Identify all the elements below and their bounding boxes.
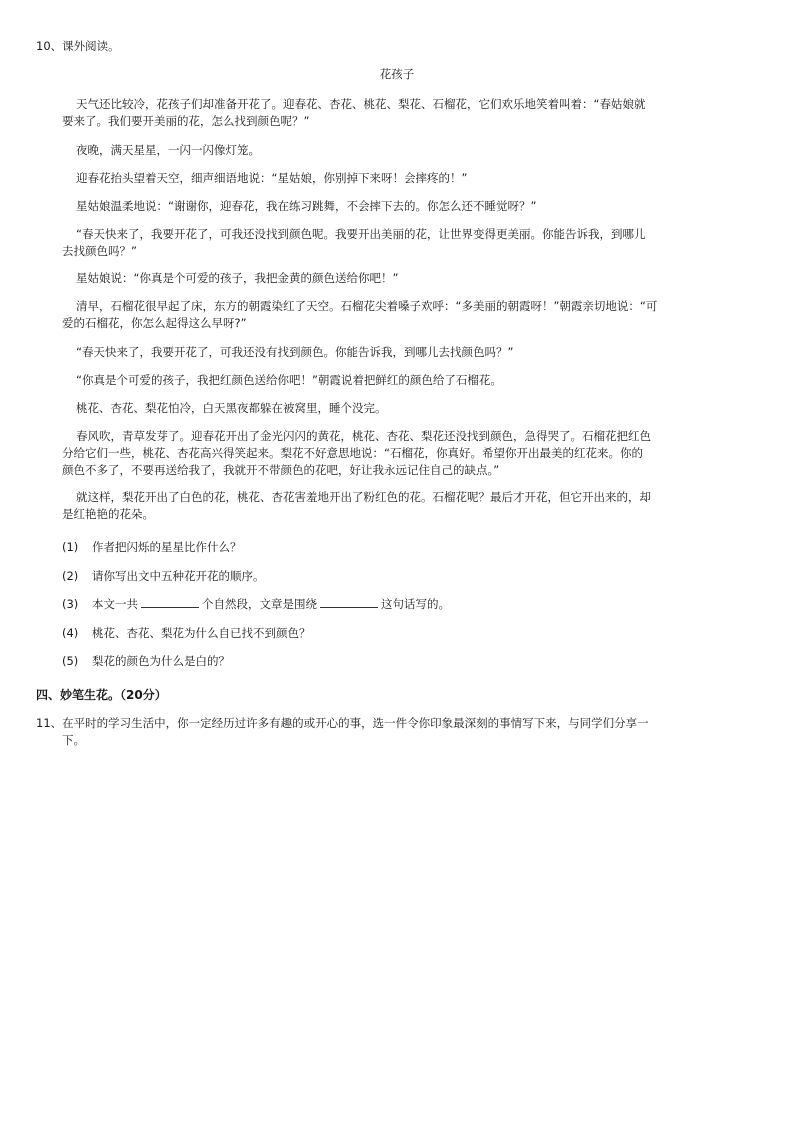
paragraph-line: 颜色不多了，不要再送给我了，我就开不带颜色的花吧，好让我永远记住自己的缺点。”	[62, 463, 500, 477]
paragraph-line: “春天快来了，我要开花了，可我还没有找到颜色。你能告诉我，到哪儿去找颜色吗？”	[76, 345, 514, 359]
question-number: 11、	[36, 716, 63, 730]
paragraph-line: “春天快来了，我要开花了，可我还没找到颜色呢。我要开出美丽的花，让世界变得更美丽。你能告诉我，到哪儿	[76, 227, 646, 241]
sub-question-text: 这句话写的。	[381, 597, 450, 611]
sub-question-text: 桃花、杏花、梨花为什么自已找不到颜色？	[92, 626, 311, 640]
paragraph-line: 春风吹，青草发芽了。迎春花开出了金光闪闪的黄花，桃花、杏花、梨花还没找到颜色，急得哭了。石榴花把红色	[76, 429, 651, 443]
paragraph-line: 清早，石榴花很早起了床，东方的朝霞染红了天空。石榴花尖着嗓子欢呼：“多美丽的朝霞呀！”朝霞亲切地说：“可	[76, 299, 658, 313]
paragraph-line: 星姑娘温柔地说：“谢谢你，迎春花，我在练习跳舞，不会摔下去的。你怎么还不睡觉呀？”	[76, 199, 537, 213]
story-paragraph	[62, 489, 712, 523]
question-11	[36, 715, 716, 749]
story-paragraph	[62, 428, 712, 479]
question-text: 在平时的学习生活中，你一定经历过许多有趣的或开心的事，选一件令你印象最深刻的事情写下来，与同学们分享一	[62, 716, 649, 730]
sub-question-text: 梨花的颜色为什么是白的？	[92, 654, 230, 668]
story-paragraph	[62, 270, 712, 287]
sub-question-text: 本文一共	[92, 597, 138, 611]
paragraph-line: 爱的石榴花，你怎么起得这么早呀?”	[62, 316, 247, 330]
paragraph-line: 分给它们一些，桃花、杏花高兴得笑起来。梨花不好意思地说：“石榴花，你真好。希望你开出最美的红花来。你的	[62, 446, 643, 460]
story-paragraph	[62, 96, 712, 130]
paragraph-line: 是红艳艳的花朵。	[62, 507, 154, 521]
paragraph-line: 要来了。我们要开美丽的花，怎么找到颜色呢？”	[62, 114, 310, 128]
paragraph-line: 天气还比较冷，花孩子们却准备开花了。迎春花、杏花、桃花、梨花、石榴花，它们欢乐地笑着叫着：“春姑娘就	[76, 97, 646, 111]
paragraph-line: 夜晚，满天星星，一闪一闪像灯笼。	[76, 143, 260, 157]
sub-question-3	[62, 596, 450, 612]
question-10-heading: 10、课外阅读。	[36, 39, 120, 53]
paragraph-line: 迎春花抬头望着天空，细声细语地说：“星姑娘，你别掉下来呀！会摔疼的！”	[76, 171, 468, 185]
story-paragraph	[62, 298, 712, 332]
story-paragraph	[62, 400, 712, 417]
sub-question-number: (2)	[62, 569, 79, 583]
answer-blank[interactable]	[141, 597, 199, 608]
sub-question-text: 个自然段，文章是围绕	[202, 597, 317, 611]
paragraph-line: 桃花、杏花、梨花怕冷，白天黑夜都躲在被窝里，睡个没完。	[76, 401, 387, 415]
story-paragraph	[62, 372, 712, 389]
sub-question-4	[62, 625, 311, 641]
story-paragraph	[62, 170, 712, 187]
story-paragraph	[62, 142, 712, 159]
story-paragraph	[62, 198, 712, 215]
sub-question-number: (3)	[62, 597, 79, 611]
sub-question-5	[62, 653, 230, 669]
sub-question-1	[62, 539, 242, 555]
sub-question-text: 作者把闪烁的星星比作什么？	[92, 540, 242, 554]
paragraph-line: “你真是个可爱的孩子，我把红颜色送给你吧！”朝霞说着把鲜红的颜色给了石榴花。	[76, 373, 502, 387]
story-paragraph	[62, 344, 712, 361]
paragraph-line: 去找颜色吗？”	[62, 244, 137, 258]
paragraph-line: 就这样，梨花开出了白色的花，桃花、杏花害羞地开出了粉红色的花。石榴花呢？最后才开花，但它开出来的，却	[76, 490, 651, 504]
sub-question-number: (4)	[62, 626, 79, 640]
sub-question-number: (5)	[62, 654, 79, 668]
sub-question-2	[62, 568, 265, 584]
section-4-title: 四、妙笔生花。（20分）	[36, 688, 167, 702]
story-title: 花孩子	[379, 67, 415, 81]
sub-question-text: 请你写出文中五种花开花的顺序。	[92, 569, 265, 583]
question-text: 下。	[62, 733, 85, 747]
answer-blank[interactable]	[320, 597, 378, 608]
paragraph-line: 星姑娘说：“你真是个可爱的孩子，我把金黄的颜色送给你吧！”	[76, 271, 399, 285]
story-paragraph	[62, 226, 712, 260]
sub-question-number: (1)	[62, 540, 79, 554]
